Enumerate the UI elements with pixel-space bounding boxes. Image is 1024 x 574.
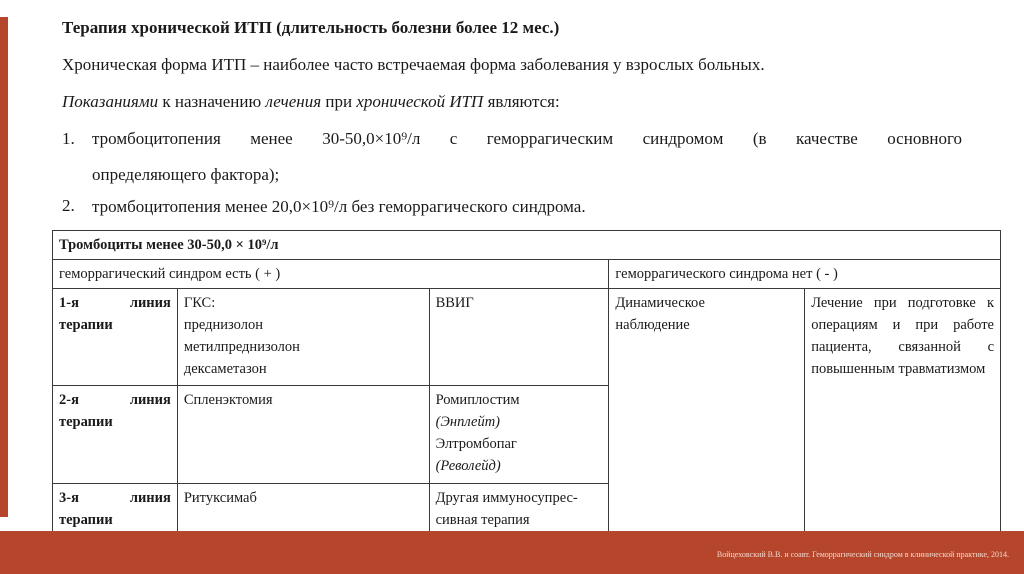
line-3-col2: Другая иммуносупрес- сивная терапия [429, 484, 609, 535]
line-3-col1: Ритуксимаб [177, 484, 429, 535]
surgery-prep-cell: Лечение при подготовке к операциям и при работе пациента, связанной с повышенным травматизмом [805, 289, 1001, 535]
footer-citation: Войцеховский В.В. и соавт. Геморрагический синдром в клинической практике, 2014. [716, 550, 1009, 559]
list-text: тромбоцитопения менее 30-50,0×10⁹/л с геморрагическим синдромом (в качестве основного [92, 129, 962, 148]
left-accent-bar [0, 17, 8, 517]
therapy-table [52, 230, 1001, 535]
line-1-label: 1-я линия терапии [53, 289, 178, 386]
line-2-col2: Ромиплостим (Энплейт) Элтромбопаг (Револейд) [429, 386, 609, 484]
list-text-cont: определяющего фактора); [92, 165, 280, 184]
slide-title: Терапия хронической ИТП (длительность болезни более 12 мес.) [62, 18, 560, 37]
without-bleeding-header: геморрагического синдрома нет ( - ) [609, 260, 1001, 289]
list-number: 1. [62, 129, 75, 148]
table-header: Тромбоциты менее 30-50,0 × 10⁹/л [53, 231, 1001, 260]
line-1-col1: ГКС: преднизолон метилпреднизолон дексаметазон [177, 289, 429, 386]
line-3-label: 3-я линия терапии [53, 484, 178, 535]
line-2-col1: Спленэктомия [177, 386, 429, 484]
list-text: тромбоцитопения менее 20,0×10⁹/л без геморрагического синдрома. [92, 197, 586, 216]
with-bleeding-header: геморрагический синдром есть ( + ) [53, 260, 609, 289]
line-2-label: 2-я линия терапии [53, 386, 178, 484]
intro-line: Хроническая форма ИТП – наиболее часто встречаемая форма заболевания у взрослых больных. [62, 55, 765, 74]
list-number: 2. [62, 196, 75, 215]
indications-line: Показаниями к назначению лечения при хронической ИТП являются: [62, 92, 560, 111]
indications-word: Показаниями [62, 92, 159, 111]
observation-cell: Динамическое наблюдение [609, 289, 805, 535]
line-1-col2: ВВИГ [429, 289, 609, 386]
